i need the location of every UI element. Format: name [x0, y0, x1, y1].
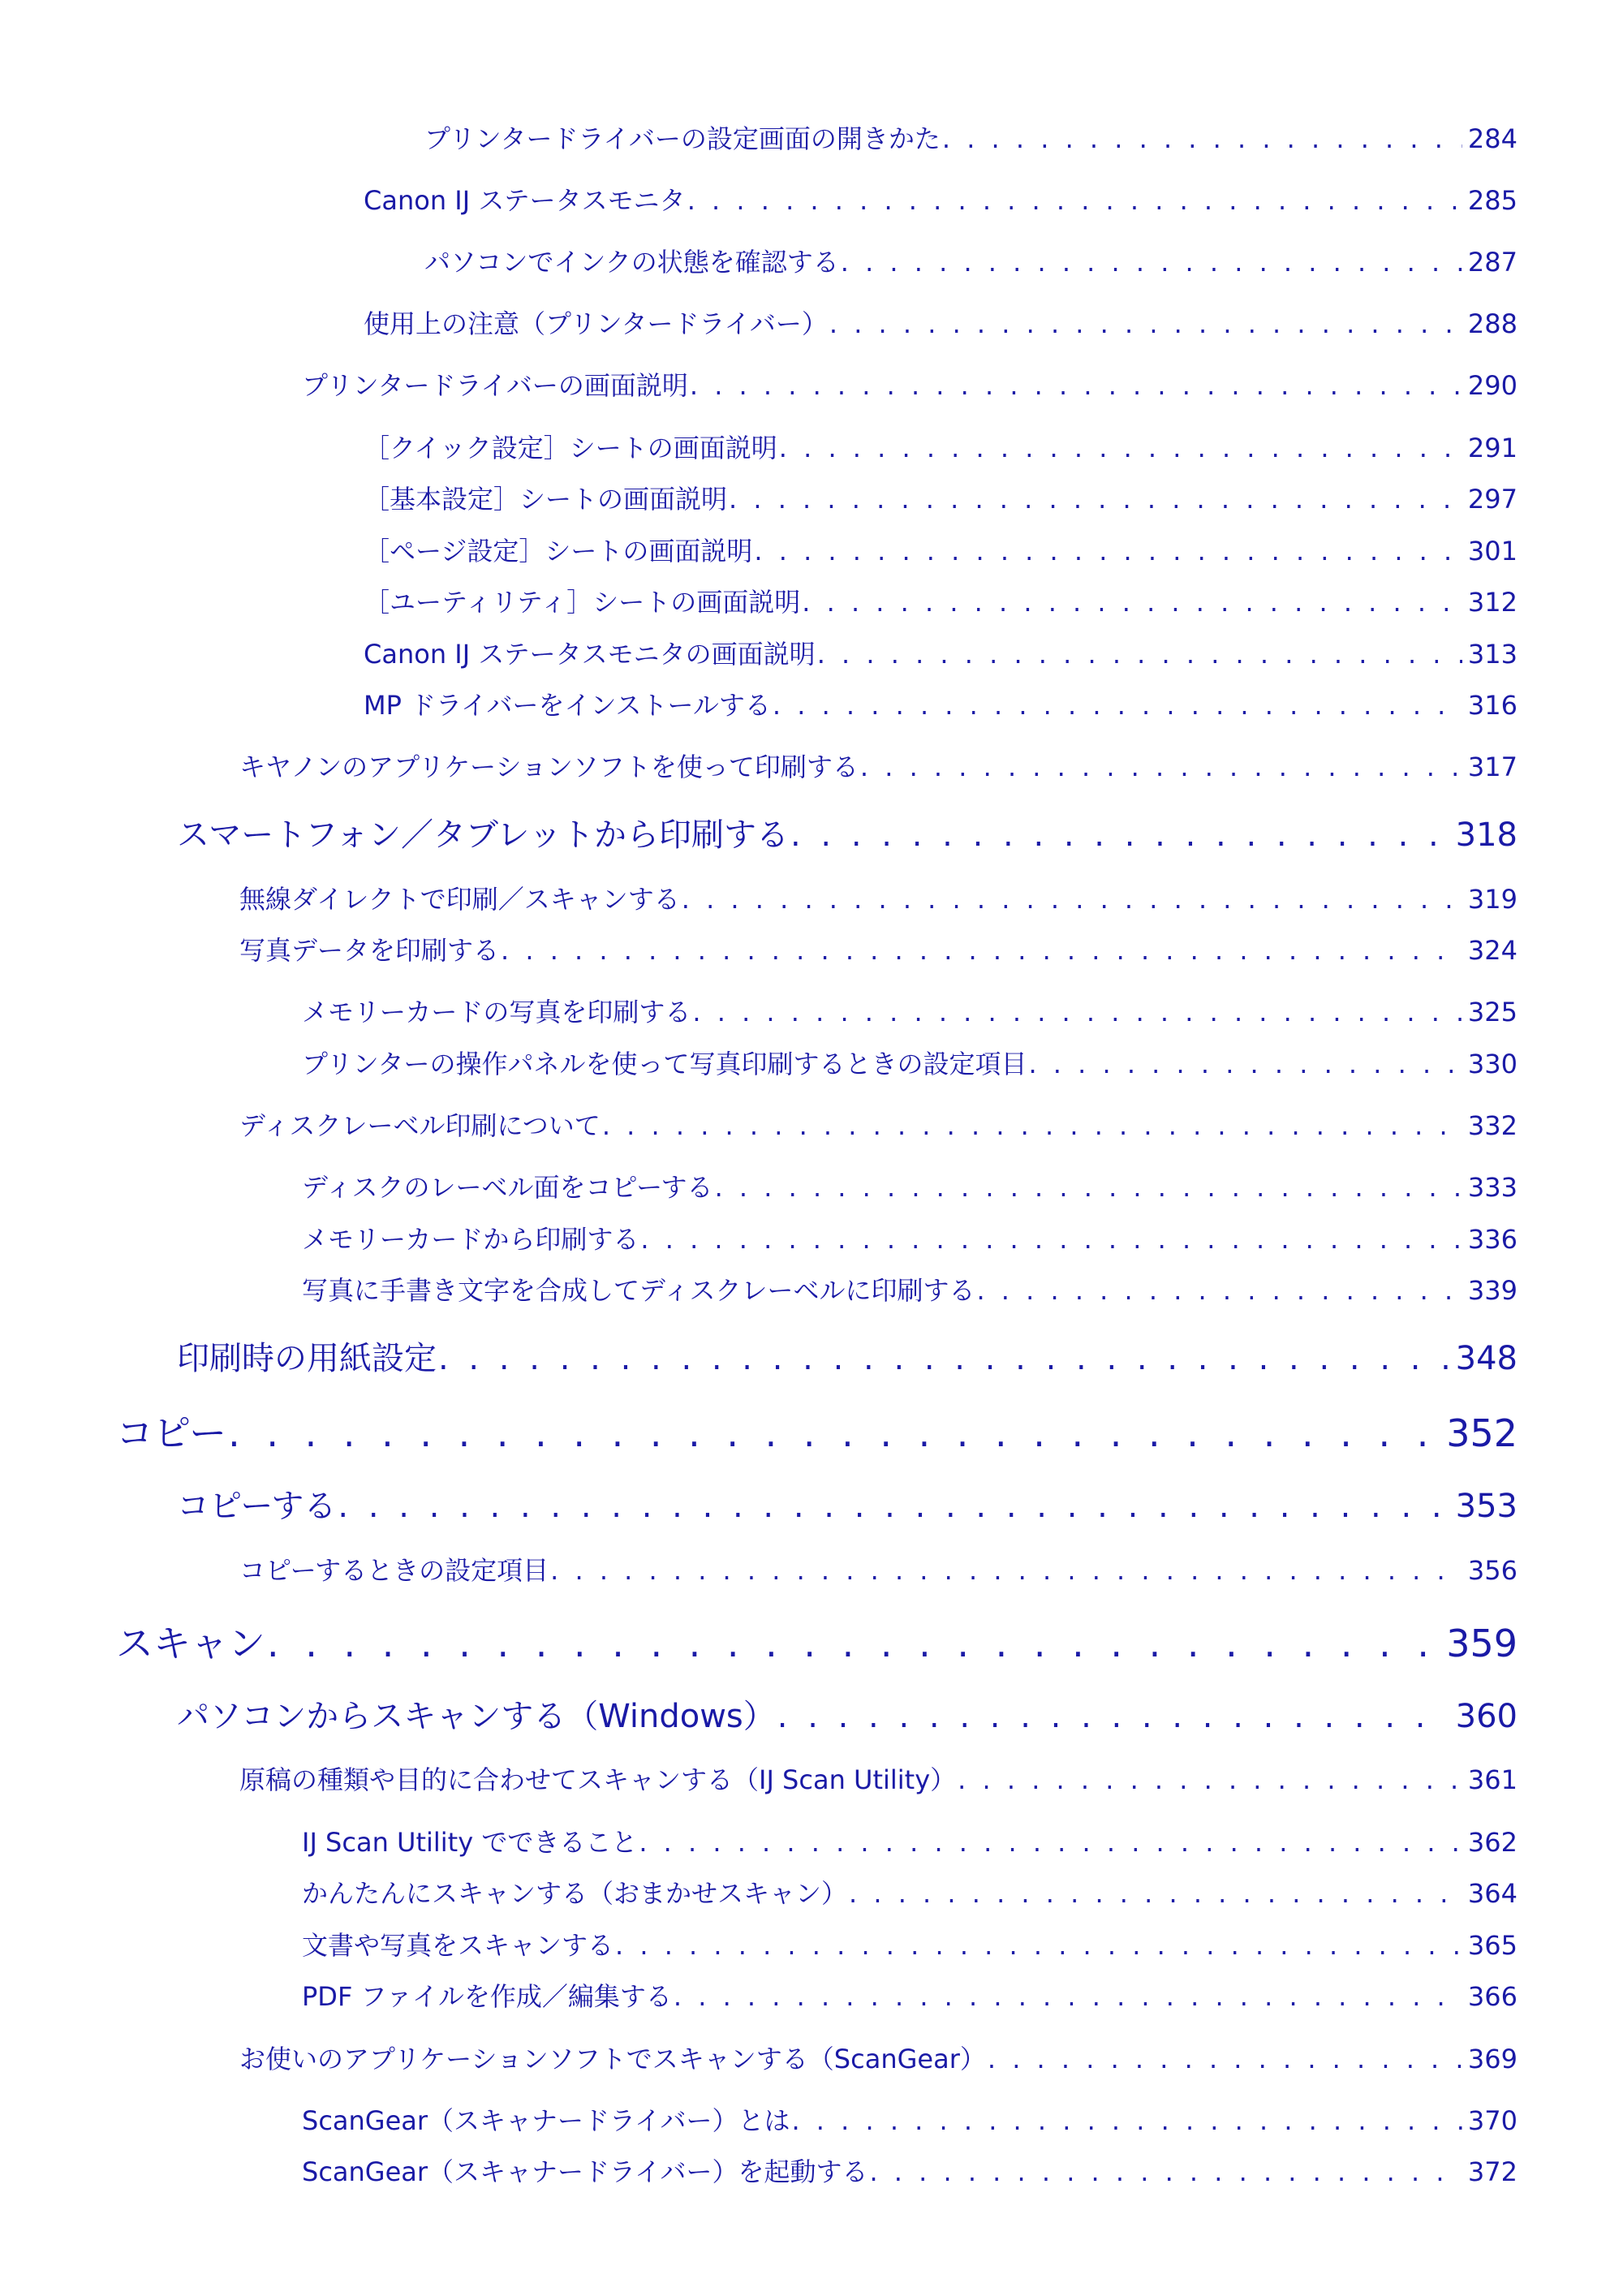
- toc-entry[interactable]: [239, 1105, 1518, 1143]
- toc-entry[interactable]: [302, 992, 1518, 1029]
- toc-entry-title: 写真に手書き文字を合成してディスクレーベルに印刷する: [302, 1275, 975, 1306]
- toc-page-number: 325: [1467, 997, 1518, 1027]
- toc-page-number: 352: [1446, 1411, 1518, 1455]
- toc-page-number: 362: [1467, 1827, 1518, 1858]
- toc-entry[interactable]: [364, 304, 1518, 341]
- toc-entry[interactable]: [302, 1044, 1518, 1081]
- toc-page-number: 364: [1467, 1878, 1518, 1909]
- toc-page-number: 297: [1467, 484, 1518, 515]
- toc-dot-leader: [817, 639, 1462, 670]
- toc-dot-leader: [802, 587, 1462, 618]
- toc-page-number: 336: [1467, 1224, 1518, 1255]
- toc-page-number: 333: [1467, 1172, 1518, 1203]
- toc-dot-leader: [779, 433, 1462, 463]
- toc-entry[interactable]: [302, 1976, 1518, 2014]
- toc-entry-title: ［ページ設定］シートの画面説明: [364, 536, 753, 566]
- toc-dot-leader: [615, 1930, 1462, 1961]
- toc-dot-leader: [550, 1555, 1462, 1586]
- toc-entry[interactable]: [116, 1404, 1518, 1458]
- toc-dot-leader: [692, 997, 1462, 1027]
- toc-entry[interactable]: [302, 365, 1518, 403]
- toc-entry[interactable]: [302, 1822, 1518, 1859]
- toc-entry-title: コピーする: [177, 1488, 337, 1525]
- toc-page-number: 366: [1467, 1981, 1518, 2012]
- toc-entry-title: コピーするときの設定項目: [239, 1555, 549, 1586]
- toc-entry[interactable]: [239, 1760, 1518, 1797]
- toc-entry-title: かんたんにスキャンする（おまかせスキャン）: [302, 1878, 848, 1909]
- toc-entry-title: メモリーカードの写真を印刷する: [302, 997, 691, 1027]
- toc-entry-title: メモリーカードから印刷する: [302, 1224, 639, 1255]
- toc-entry[interactable]: [177, 809, 1518, 855]
- toc-page-number: 287: [1467, 247, 1518, 278]
- toc-entry[interactable]: [239, 930, 1518, 967]
- toc-entry[interactable]: [302, 1270, 1518, 1307]
- toc-entry[interactable]: [239, 879, 1518, 916]
- toc-entry[interactable]: [364, 582, 1518, 619]
- toc-entry-title: パソコンでインクの状態を確認する: [424, 247, 839, 278]
- toc-entry-title: ディスクレーベル印刷について: [239, 1110, 601, 1141]
- toc-dot-leader: [228, 1411, 1440, 1455]
- toc-entry[interactable]: [302, 1873, 1518, 1910]
- toc-entry-title: 原稿の種類や目的に合わせてスキャンする（IJ Scan Utility）: [239, 1764, 957, 1795]
- toc-entry-title: ディスクのレーベル面をコピーする: [302, 1172, 713, 1203]
- toc-entry-title: 写真データを印刷する: [239, 935, 500, 966]
- toc-dot-leader: [438, 1340, 1448, 1377]
- toc-page-number: 356: [1467, 1555, 1518, 1586]
- toc-page-number: 359: [1446, 1622, 1518, 1665]
- toc-entry-title: ScanGear（スキャナードライバー）を起動する: [302, 2156, 868, 2187]
- toc-entry[interactable]: [364, 634, 1518, 671]
- toc-entry[interactable]: [424, 118, 1518, 156]
- toc-entry-title: 使用上の注意（プリンタードライバー）: [364, 308, 828, 339]
- toc-entry[interactable]: [364, 685, 1518, 722]
- toc-page-number: 291: [1467, 433, 1518, 463]
- toc-page-number: 284: [1467, 123, 1518, 154]
- toc-entry[interactable]: [177, 1480, 1518, 1527]
- toc-dot-leader: [791, 2105, 1462, 2136]
- toc-dot-leader: [715, 1172, 1462, 1203]
- toc-entry-title: キヤノンのアプリケーションソフトを使って印刷する: [239, 752, 859, 782]
- toc-dot-leader: [639, 1827, 1462, 1858]
- toc-page-number: 332: [1467, 1110, 1518, 1141]
- toc-page-number: 316: [1467, 690, 1518, 721]
- toc-entry-title: 無線ダイレクトで印刷／スキャンする: [239, 884, 680, 915]
- toc-entry[interactable]: [239, 1550, 1518, 1587]
- toc-entry-title: 印刷時の用紙設定: [177, 1340, 437, 1377]
- toc-dot-leader: [942, 123, 1462, 154]
- toc-page-number: 318: [1455, 816, 1518, 854]
- toc-page-number: 365: [1467, 1930, 1518, 1961]
- toc-entry[interactable]: [364, 479, 1518, 516]
- toc-entry[interactable]: [302, 2100, 1518, 2138]
- toc-dot-leader: [687, 185, 1462, 216]
- toc-page-number: 360: [1455, 1698, 1518, 1735]
- toc-page-number: 353: [1455, 1488, 1518, 1525]
- toc-page-number: 290: [1467, 370, 1518, 401]
- toc-entry-title: プリンタードライバーの画面説明: [302, 370, 688, 401]
- toc-page-number: 285: [1467, 185, 1518, 216]
- toc-page-number: 361: [1467, 1764, 1518, 1795]
- toc-dot-leader: [754, 536, 1462, 566]
- toc-dot-leader: [1028, 1049, 1462, 1079]
- toc-dot-leader: [682, 884, 1462, 915]
- toc-entry[interactable]: [302, 2152, 1518, 2189]
- toc-entry-title: ［ユーティリティ］シートの画面説明: [364, 587, 801, 618]
- toc-entry[interactable]: [239, 747, 1518, 784]
- toc-dot-leader: [729, 484, 1462, 515]
- toc-dot-leader: [790, 816, 1448, 854]
- toc-entry-title: Canon IJ ステータスモニタの画面説明: [364, 639, 816, 670]
- toc-dot-leader: [773, 690, 1462, 721]
- toc-dot-leader: [860, 752, 1462, 782]
- toc-entry-title: ［基本設定］シートの画面説明: [364, 484, 728, 515]
- toc-entry[interactable]: [239, 2039, 1518, 2076]
- toc-entry-title: プリンタードライバーの設定画面の開きかた: [424, 123, 941, 154]
- toc-entry-title: スマートフォン／タブレットから印刷する: [177, 816, 789, 854]
- toc-dot-leader: [338, 1488, 1448, 1525]
- toc-entry[interactable]: [364, 531, 1518, 568]
- toc-dot-leader: [976, 1275, 1462, 1306]
- toc-dot-leader: [267, 1622, 1440, 1665]
- toc-entry[interactable]: [364, 428, 1518, 465]
- toc-entry[interactable]: [116, 1614, 1518, 1668]
- toc-entry-title: プリンターの操作パネルを使って写真印刷するときの設定項目: [302, 1049, 1027, 1079]
- toc-entry-title: コピー: [116, 1411, 227, 1455]
- toc-entry-title: MP ドライバーをインストールする: [364, 690, 771, 721]
- toc-page-number: 372: [1467, 2156, 1518, 2187]
- toc-dot-leader: [777, 1698, 1448, 1735]
- toc-entry[interactable]: [302, 1925, 1518, 1962]
- toc-dot-leader: [849, 1878, 1462, 1909]
- toc-page-number: 312: [1467, 587, 1518, 618]
- toc-dot-leader: [690, 370, 1462, 401]
- toc-dot-leader: [602, 1110, 1462, 1141]
- toc-entry-title: PDF ファイルを作成／編集する: [302, 1981, 672, 2012]
- toc-entry[interactable]: [424, 242, 1518, 279]
- toc-page-number: 301: [1467, 536, 1518, 566]
- toc-entry[interactable]: [364, 180, 1518, 218]
- toc-entry[interactable]: [302, 1167, 1518, 1204]
- toc-entry-title: IJ Scan Utility でできること: [302, 1827, 638, 1858]
- toc-dot-leader: [640, 1224, 1462, 1255]
- toc-entry[interactable]: [302, 1219, 1518, 1256]
- toc-dot-leader: [869, 2156, 1462, 2187]
- toc-entry-title: 文書や写真をスキャンする: [302, 1930, 614, 1961]
- toc-entry-title: ［クイック設定］シートの画面説明: [364, 433, 777, 463]
- toc-dot-leader: [988, 2044, 1462, 2074]
- toc-dot-leader: [674, 1981, 1462, 2012]
- toc-entry-title: ScanGear（スキャナードライバー）とは: [302, 2105, 790, 2136]
- toc-page-number: 313: [1467, 639, 1518, 670]
- toc-entry[interactable]: [177, 1691, 1518, 1737]
- toc-entry-title: スキャン: [116, 1622, 265, 1665]
- toc-entry-title: パソコンからスキャンする（Windows）: [177, 1698, 776, 1735]
- toc-page-number: 317: [1467, 752, 1518, 782]
- toc-page-number: 319: [1467, 884, 1518, 915]
- toc-dot-leader: [501, 935, 1462, 966]
- toc-entry-title: Canon IJ ステータスモニタ: [364, 185, 686, 216]
- toc-page-number: 330: [1467, 1049, 1518, 1079]
- toc-dot-leader: [841, 247, 1462, 278]
- toc-page-number: 324: [1467, 935, 1518, 966]
- toc-entry-title: お使いのアプリケーションソフトでスキャンする（ScanGear）: [239, 2044, 986, 2074]
- toc-page-number: 348: [1455, 1340, 1518, 1377]
- toc-page-number: 288: [1467, 308, 1518, 339]
- toc-entry[interactable]: [177, 1333, 1518, 1379]
- toc-dot-leader: [829, 308, 1462, 339]
- toc-dot-leader: [958, 1764, 1462, 1795]
- toc-page-number: 369: [1467, 2044, 1518, 2074]
- toc-page-number: 370: [1467, 2105, 1518, 2136]
- toc-page-number: 339: [1467, 1275, 1518, 1306]
